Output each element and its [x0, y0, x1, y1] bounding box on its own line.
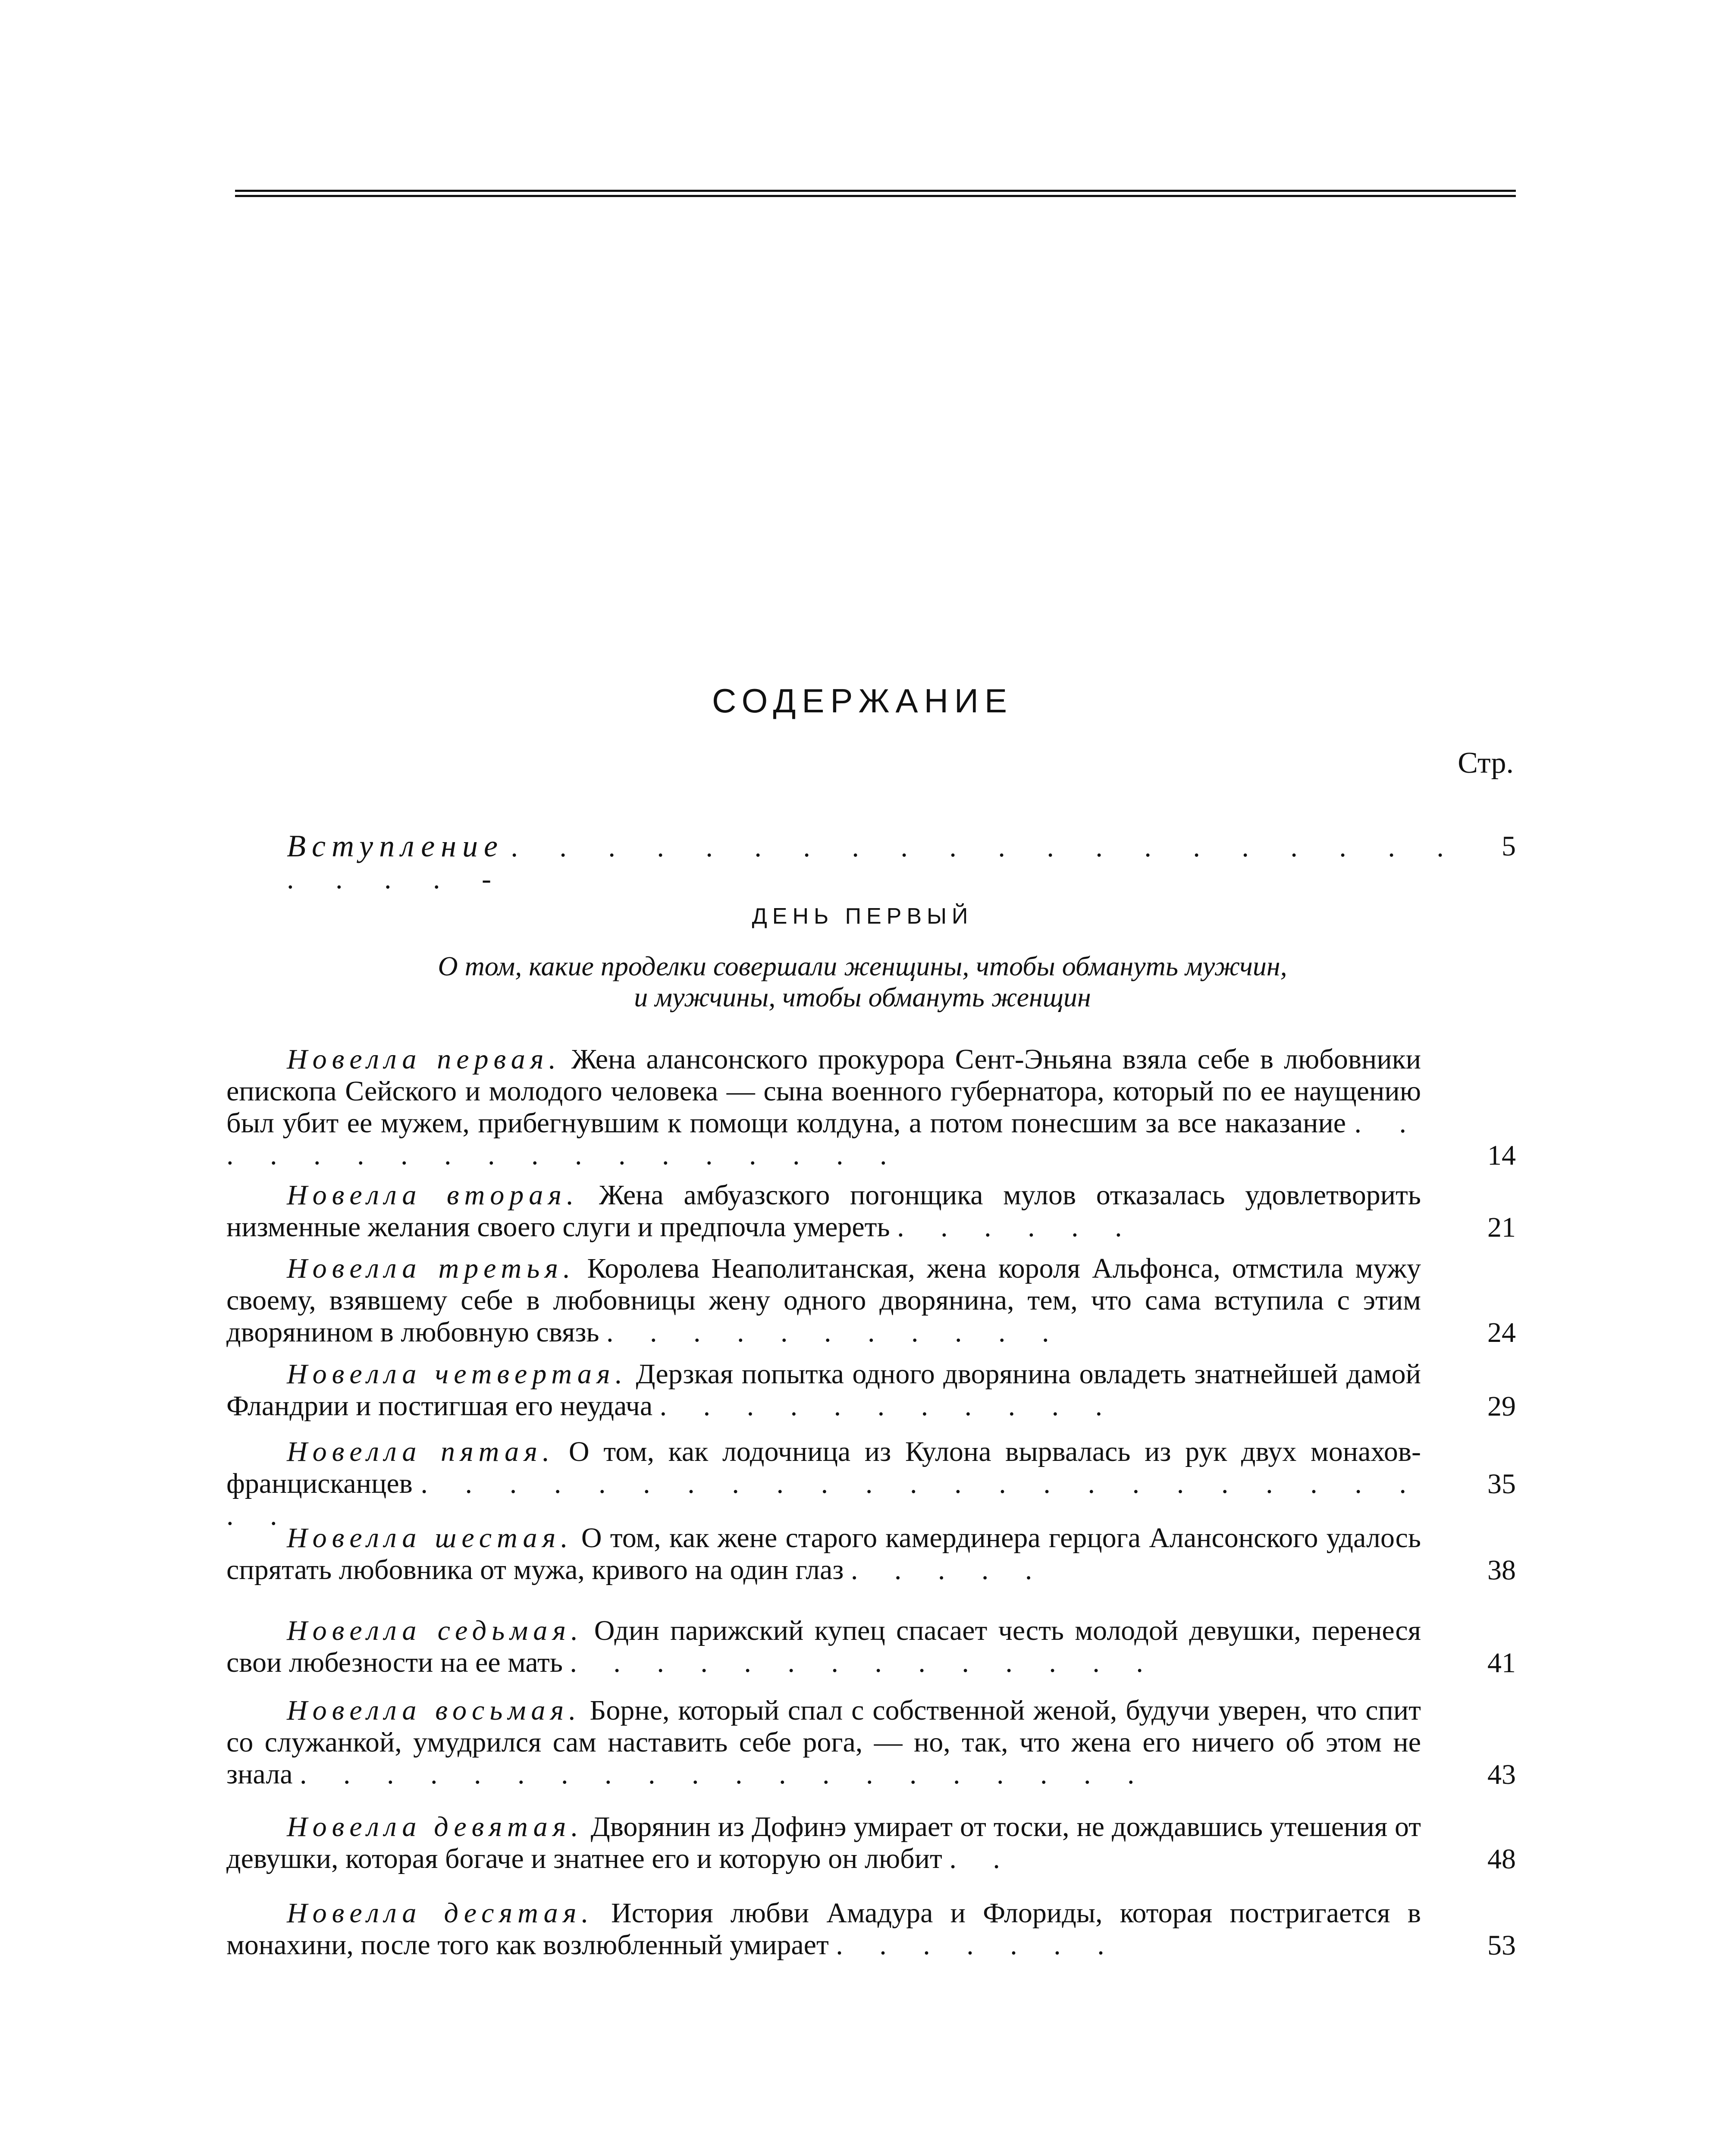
toc-entry-10[interactable] — [226, 1897, 1421, 1961]
entry-label: Новелла седьмая. — [287, 1615, 583, 1646]
entry-page-4: 29 — [1487, 1391, 1516, 1422]
day-title: ДЕНЬ ПЕРВЫЙ — [752, 904, 973, 929]
entry-label: Новелла шестая. — [287, 1522, 573, 1554]
entry-label: Новелла вторая. — [287, 1179, 579, 1211]
day-subtitle-line-1: О том, какие проделки совершали женщины, чтобы обмануть мужчин, — [438, 951, 1287, 981]
entry-text: Дворянин из Дофинэ умирает от тоски, не дождавшись утешения от девушки, которая богаче и знатнее его и которую он любит — [226, 1811, 1421, 1874]
entry-page-1: 14 — [1487, 1140, 1516, 1171]
intro-label: Вступление — [287, 829, 504, 863]
entry-dots: . . . . . . — [897, 1211, 1137, 1243]
toc-entry-1[interactable] — [226, 1044, 1421, 1171]
entry-label: Новелла первая. — [287, 1044, 561, 1075]
entry-label: Новелла девятая. — [287, 1811, 583, 1843]
intro-page-number: 5 — [1502, 830, 1516, 862]
entry-page-3: 24 — [1487, 1317, 1516, 1348]
entry-dots: . . . . . . . . . . . — [659, 1390, 1117, 1422]
toc-entry-9[interactable] — [226, 1811, 1421, 1875]
toc-entry-8[interactable] — [226, 1695, 1421, 1790]
entry-text: История любви Амадура и Флориды, которая постригается в монахини, после того как возлюбленный умирает — [226, 1897, 1421, 1961]
intro-entry[interactable] — [287, 830, 1481, 895]
entry-dots: . . . . . . . . . . . . . . . . . . — [226, 1107, 1421, 1171]
entry-text: Королева Неаполитанская, жена короля Альфонса, отмстила мужу своему, взявшему себе в любовницы жену одного дворянина, тем, что сама вступила с этим дворянином в любовную связь — [226, 1253, 1421, 1348]
toc-entry-4[interactable] — [226, 1358, 1421, 1422]
entry-text: Один парижский купец спасает честь молодой девушки, перенеся свои любезности на ее мать — [226, 1615, 1421, 1678]
page-column-label: Стр. — [1458, 746, 1514, 780]
entry-dots: . . . . . — [850, 1554, 1047, 1586]
entry-label: Новелла четвертая. — [287, 1358, 628, 1390]
entry-label: Новелла десятая. — [287, 1897, 594, 1929]
entry-text: Жена амбуазского погонщика мулов отказалась удовлетворить низменные желания своего слуги и предпочла умереть — [226, 1179, 1421, 1243]
entry-page-8: 43 — [1487, 1759, 1516, 1790]
entry-text: Борне, который спал с собственной женой, будучи уверен, что спит со служанкой, умудрился сам наставить себе рога, — но, так, что жена его ничего об этом не знала — [226, 1695, 1421, 1790]
entry-dots: . . — [949, 1843, 1015, 1874]
entry-text: Жена алансонского прокурора Сент-Эньяна взяла себе в любовники епископа Сейского и молодого человека — сына военного губернатора, который по ее наущению был убит ее мужем, прибегнувшим к помощи колдуна, а потом понесшим за все наказание — [226, 1044, 1421, 1139]
entry-label: Новелла пятая. — [287, 1436, 555, 1467]
toc-entry-3[interactable] — [226, 1253, 1421, 1348]
entry-dots: . . . . . . . . . . . . . . . . . . . . . . . . . — [226, 1468, 1421, 1531]
entry-label: Новелла восьмая. — [287, 1695, 581, 1726]
entry-page-5: 35 — [1487, 1468, 1516, 1500]
entry-label: Новелла третья. — [287, 1253, 576, 1284]
entry-dots: . . . . . . . . . . . . . . . . . . . . — [300, 1758, 1149, 1790]
entry-text: О том, как жене старого камердинера герцога Алансонского удалось спрятать любовника от мужа, кривого на один глаз — [226, 1522, 1421, 1586]
entry-dots: . . . . . . . — [836, 1929, 1119, 1961]
day-subtitle — [0, 951, 1725, 1013]
top-double-rule — [235, 190, 1516, 198]
entry-text: Дерзкая попытка одного дворянина овладеть знатнейшей дамой Фландрии и постигшая его неудача — [226, 1358, 1421, 1422]
entry-dots: . . . . . . . . . . . — [606, 1316, 1064, 1348]
day-subtitle-line-2: и мужчины, чтобы обмануть женщин — [634, 982, 1091, 1012]
entry-page-7: 41 — [1487, 1647, 1516, 1679]
entry-page-2: 21 — [1487, 1212, 1516, 1243]
toc-entry-7[interactable] — [226, 1615, 1421, 1679]
entry-page-10: 53 — [1487, 1930, 1516, 1961]
page-title: СОДЕРЖАНИЕ — [712, 682, 1013, 720]
entry-page-9: 48 — [1487, 1843, 1516, 1875]
entry-page-6: 38 — [1487, 1554, 1516, 1586]
intro-dots: . . . . . . . . . . . . . . . . . . . . . . . . - — [287, 831, 1461, 895]
toc-entry-5[interactable] — [226, 1436, 1421, 1532]
toc-entry-6[interactable] — [226, 1522, 1421, 1586]
entry-dots: . . . . . . . . . . . . . . — [570, 1647, 1158, 1678]
toc-entry-2[interactable] — [226, 1179, 1421, 1243]
entry-text: О том, как лодочница из Кулона вырвалась из рук двух монахов-францисканцев — [226, 1436, 1421, 1499]
